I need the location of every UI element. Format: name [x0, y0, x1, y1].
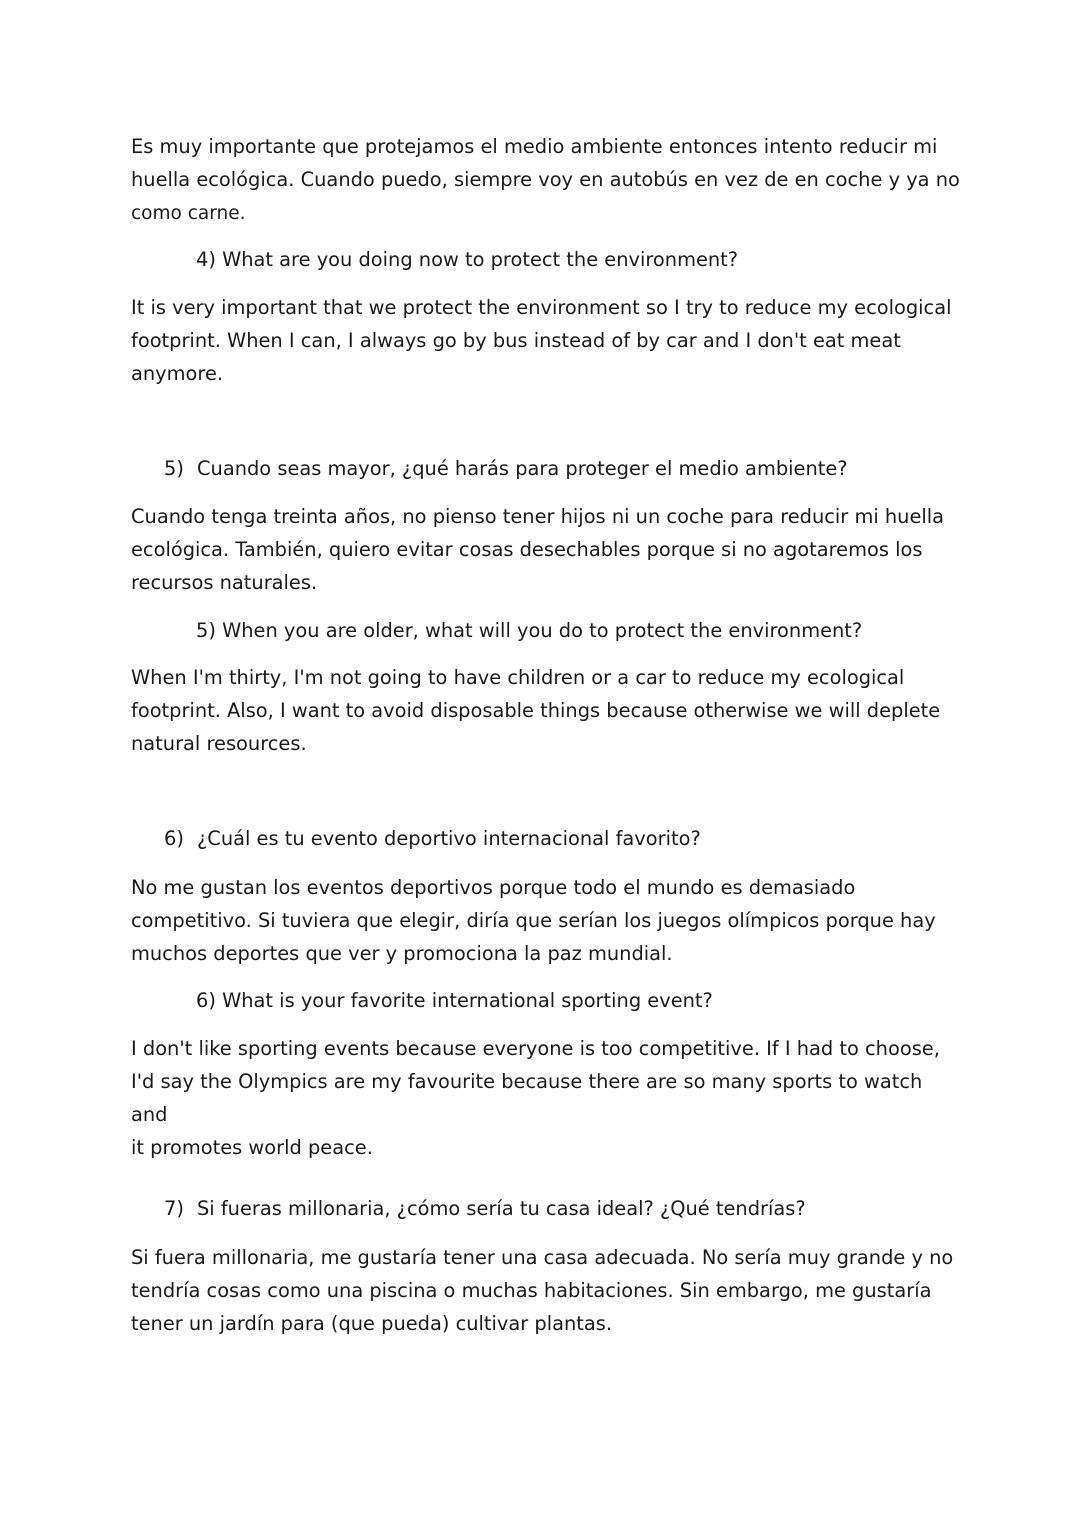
question-text: ¿Cuál es tu evento deportivo internacional favorito?	[197, 827, 701, 850]
answer-5-spanish	[131, 500, 961, 599]
question-number: 6)	[164, 827, 184, 850]
text-line: Si fuera millonaria, me gustaría tener una casa adecuada. No sería muy grande y no	[131, 1246, 954, 1269]
text-line: ecológica. También, quiero evitar cosas desechables porque si no agotaremos los	[131, 538, 923, 561]
text-line: anymore.	[131, 362, 224, 385]
question-6-english: 6) What is your favorite international sporting event?	[196, 989, 713, 1012]
text-line: It is very important that we protect the environment so I try to reduce my ecological	[131, 296, 952, 319]
question-5-spanish	[164, 452, 848, 485]
question-6-spanish	[164, 822, 701, 855]
text-line: huella ecológica. Cuando puedo, siempre voy en autobús en vez de en coche y ya no	[131, 168, 960, 191]
text-line: tener un jardín para (que pueda) cultivar plantas.	[131, 1312, 613, 1335]
text-line: recursos naturales.	[131, 571, 318, 594]
text-line: footprint. Also, I want to avoid disposable things because otherwise we will deplete	[131, 699, 941, 722]
text-line: Cuando tenga treinta años, no pienso tener hijos ni un coche para reducir mi huella	[131, 505, 945, 528]
question-4-english: 4) What are you doing now to protect the environment?	[196, 248, 739, 271]
text-line: No me gustan los eventos deportivos porque todo el mundo es demasiado	[131, 876, 856, 899]
answer-5-english	[131, 661, 961, 760]
question-number: 5)	[164, 457, 184, 480]
text-line: When I'm thirty, I'm not going to have children or a car to reduce my ecological	[131, 666, 905, 689]
answer-6-english	[131, 1032, 961, 1164]
question-7-spanish	[164, 1192, 806, 1225]
text-line: tendría cosas como una piscina o muchas habitaciones. Sin embargo, me gustaría	[131, 1279, 932, 1302]
text-line: como carne.	[131, 203, 246, 224]
answer-7-spanish	[131, 1241, 961, 1340]
text-line: competitivo. Si tuviera que elegir, diría que serían los juegos olímpicos porque hay	[131, 909, 936, 932]
text-line: I'd say the Olympics are my favourite because there are so many sports to watch and	[131, 1070, 929, 1126]
text-line: I don't like sporting events because everyone is too competitive. If I had to choose,	[131, 1037, 940, 1060]
text-line: muchos deportes que ver y promociona la paz mundial.	[131, 942, 673, 965]
question-5-english: 5) When you are older, what will you do to protect the environment?	[196, 619, 863, 642]
text-line: Es muy importante que protejamos el medio ambiente entonces intento reducir mi	[131, 135, 938, 158]
question-text: Si fueras millonaria, ¿cómo sería tu casa ideal? ¿Qué tendrías?	[197, 1197, 806, 1220]
text-line: natural resources.	[131, 732, 307, 755]
answer-4-english	[131, 291, 961, 390]
answer-6-spanish	[131, 871, 961, 970]
question-text: Cuando seas mayor, ¿qué harás para proteger el medio ambiente?	[197, 457, 848, 480]
text-line: it promotes world peace.	[131, 1136, 373, 1159]
answer-4-spanish	[131, 130, 961, 230]
question-number: 7)	[164, 1197, 184, 1220]
text-line: footprint. When I can, I always go by bus instead of by car and I don't eat meat	[131, 329, 901, 352]
